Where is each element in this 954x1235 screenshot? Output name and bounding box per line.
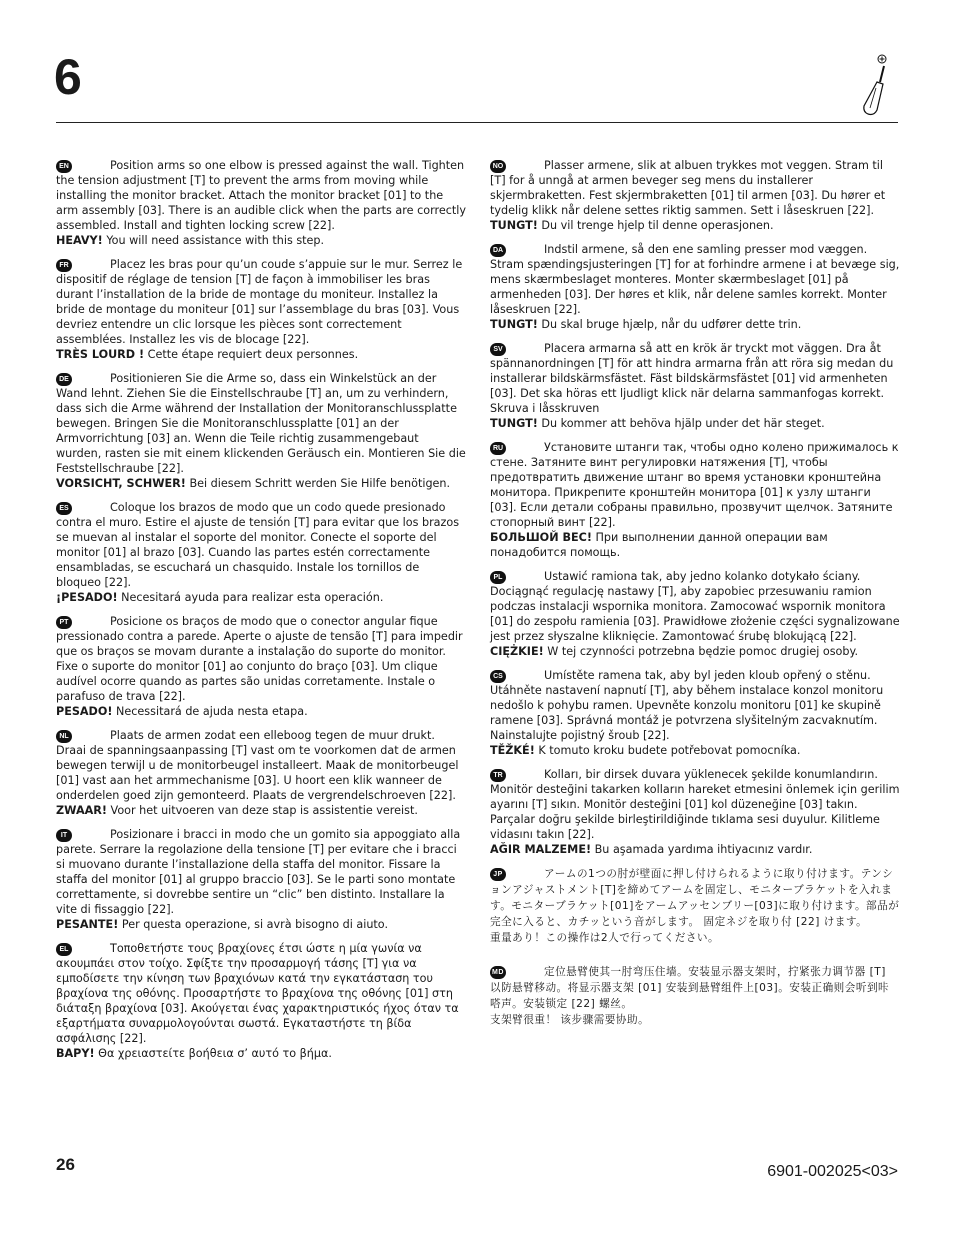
instruction-tr: TR Kolları, bir dirsek duvara yüklenecek şekilde konumlandırın. Monitör desteğini takarken kolların hareket etmesini önlemek için gerilim ayarını [T] sıkın. Monitör desteğini [01] kol düzeneğine [03] takın. Parçalar doğru şekilde birleştirildiğinde tıklama sesi duyulur. Kilitleme vidasını takın [22]. AĞIR MALZEME! Bu aşamada yardıma ihtiyacınız vardır. [490,768,900,856]
language-badge-de: DE [56,373,72,386]
instruction-el: EL Τοποθετήστε τους βραχίονες έτσι ώστε η μία γωνία να ακουμπάει στον τοίχο. Σφίξτε την προσαρμογή τάσης [T] για να εμποδίσετε την κίνηση των βραχιόνων κατά την εγκατάσταση του βραχίονα της οθόνης. Προσαρτήστε το βραχίονα της οθόνης [01] στη διάταξη βραχίονα [03]. Ακούγεται ένας χαρακτηριστικός ήχος όταν τα εξαρτήματα συναρμολογούνται σωστά. Εγκαταστήστε τη βίδα ασφάλισης [22]. ΒΑΡΥ! Θα χρειαστείτε βοήθεια σ’ αυτό το βήμα. [56,942,459,1060]
instruction-no: NO Plasser armene, slik at albuen trykkes mot veggen. Stram til [T] for å unngå at armen beveger seg mens du installerer skjermbraketten. Fest skjermbraketten [01] til armen [03]. Du hører et tydelig klikk når delene settes riktig sammen. Sett i låseskruen [22]. TUNGT! Du vil trenge hjelp til denne operasjonen. [490,159,886,232]
language-badge-cs: CS [490,670,506,683]
language-badge-en: EN [56,160,72,173]
screwdriver-icon [846,52,898,118]
instruction-fr: FR Placez les bras pour qu’un coude s’appuie sur le mur. Serrez le dispositif de réglage de tension [T] de façon à immobiliser les bras durant l’installation de la bride de montage du moniteur. Installez la bride de montage du moniteur [01] sur l’assemblage du bras [03]. Vous devriez entendre un clic lorsque les pièces sont correctement assemblées. Installez les vis de blocage [22]. TRÈS LOURD ! Cette étape requiert deux personnes. [56,258,463,361]
language-badge-sv: SV [490,343,506,356]
right-column [490,158,900,1037]
language-badge-it: IT [56,829,72,842]
language-badge-pt: PT [56,616,72,629]
instruction-ru: RU Установите штанги так, чтобы одно колено прижималось к стене. Затяните винт регулировки натяжения [T], чтобы предотвратить движение штанг во время установки кронштейна монитора. Прикрепите кронштейн монитора [01] к узлу штанги [03]. Если детали собраны правильно, прозвучит щелчок. Затяните стопорный винт [22]. БОЛЬШОЙ ВЕС! При выполнении данной операции вам понадобится помощь. [490,441,899,559]
instruction-es: ES Coloque los brazos de modo que un codo quede presionado contra el muro. Estire el ajuste de tensión [T] para evitar que los brazos se muevan al instalar el soporte del monitor. Conecte el soporte del monitor [01] al brazo [03]. Cuando las partes estén correctamente ensambladas, se escuchará un chasquido. Instale los tornillos de bloqueo [22]. ¡PESADO! Necesitará ayuda para realizar esta operación. [56,501,460,604]
language-badge-tr: TR [490,769,506,782]
instruction-md: MD 定位悬臂使其一肘弯压住墙。安装显示器支架时，拧紧张力调节器 [T] 以防悬臂移动。将显示器支架 [01] 安装到悬臂组件上[03]。安装正确则会听到咔嗒声。安装锁定 [22] 螺丝。 支架臂很重！ 该步骤需要协助。 [490,966,890,1026]
language-badge-md: MD [490,966,506,979]
language-badge-da: DA [490,244,506,257]
language-badge-no: NO [490,160,506,173]
instruction-cs: CS Umístěte ramena tak, aby byl jeden kloub opřený o stěnu. Utáhněte nastavení napnutí [T], aby během instalace konzol monitoru nedošlo k pohybu ramen. Upevněte konzolu monitoru [01] ke skupině ramene [03]. Správná montáž je potvrzena slyšitelným zacvaknutím. Nainstalujte pojistný šroub [22]. TĚŽKÉ! K tomuto kroku budete potřebovat pomocníka. [490,669,884,757]
instruction-jp: JP アームの1つの肘が壁面に押し付けられるように取り付けます。テンションアジャストメント[T]を締めてアームを固定し、モニターブラケットを入れます。モニターブラケット[01]をアームアッセンブリー[03]に取り付けます。部品が完全に入ると、カチッという音がします。 固定ネジを取り付 [22] けます。 重量あり！この操作は2人で行ってください。 [490,868,900,944]
instruction-it: IT Posizionare i bracci in modo che un gomito sia appoggiato alla parete. Serrare la regolazione della tensione [T] per evitare che i bracci si muovano durante l’installazione della staffa del monitor. Fissare la staffa del monitor [01] al gruppo braccio [03]. Se le parti sono montate correttamente, si dovrebbe sentire un “clic” ben distinto. Installare la vite di fissaggio [22]. PESANTE! Per questa operazione, si avrà bisogno di aiuto. [56,828,461,931]
language-badge-nl: NL [56,730,72,743]
instruction-da: DA Indstil armene, så den ene samling presser mod væggen. Stram spændingsjusteringen [T] for at forhindre armene i at bevæge sig, mens skærmbeslaget monteres. Monter skærmbeslaget [01] på armenheden [03]. Der høres et klik, når delene samles korrekt. Monter låseskruen [22]. TUNGT! Du skal bruge hjælp, når du udfører dette trin. [490,243,900,331]
instruction-sv: SV Placera armarna så att en krök är tryckt mot väggen. Dra åt spännanordningen [T] för att hindra armarna från att röra sig medan du installerar bildskärmsfästet. Fäst bildskärmsfästet [01] vid armenheten [03]. Det ska höras ett ljudligt klick när delarna sammanfogas korrekt. Skruva i låsskruven TUNGT! Du kommer att behöva hjälp under det här steget. [490,342,894,430]
instruction-en: EN Position arms so one elbow is pressed against the wall. Tighten the tension adjustment [T] to prevent the arms from moving while installing the monitor bracket. Attach the monitor bracket [01] to the arm assembly [03]. There is an audible click when the parts are correctly assembled. Install and tighten locking screw [22]. HEAVY! You will need assistance with this step. [56,159,466,247]
language-badge-ru: RU [490,442,506,455]
language-badge-pl: PL [490,571,506,584]
page-number: 26 [56,1155,75,1174]
instruction-pt: PT Posicione os braços de modo que o conector angular fique pressionado contra a parede. Aperte o ajuste de tensão [T] para impedir que os braços se movam durante a instalação do suporte do monitor. Fixe o suporte do monitor [01] ao conjunto do braço [03]. Um clique audível ocorre quando as partes são unidas corretamente. Instale o parafuso de trava [22]. PESADO! Necessitará de ajuda nesta etapa. [56,615,463,718]
language-badge-es: ES [56,502,72,515]
document-code: 6901-002025<03> [767,1163,898,1180]
language-badge-el: EL [56,943,72,956]
language-badge-fr: FR [56,259,72,272]
step-number: 6 [54,49,82,105]
instruction-nl: NL Plaats de armen zodat een elleboog tegen de muur drukt. Draai de spanningsaanpassing [T] vast om te voorkomen dat de armen bewegen terwijl u de monitorbeugel installeert. Maak de monitorbeugel [01] vast aan het armmechanisme [03]. U hoort een klik wanneer de onderdelen goed zijn gemonteerd. Plaats de vergrendelschroeven [22]. ZWAAR! Voor het uitvoeren van deze stap is assistentie vereist. [56,729,459,817]
instruction-pl: PL Ustawić ramiona tak, aby jedno kolanko dotykało ściany. Dociągnąć regulację nastawy [T], aby zapobiec przesuwaniu ramion podczas instalacji wspornika monitora. Zamocować wspornik monitora [01] do zespołu ramienia [03]. Prawidłowe złożenie części sygnalizowane jest przez słyszalne kliknięcie. Zamontować śrubę blokującą [22]. CIĘŻKIE! W tej czynności potrzebna będzie pomoc drugiej osoby. [490,570,900,658]
instruction-de: DE Positionieren Sie die Arme so, dass ein Winkelstück an der Wand lehnt. Ziehen Sie die Einstellschraube [T] an, um zu verhindern, dass sich die Arme während der Installation der Monitoranschlussplatte bewegen. Bringen Sie die Monitoranschlussplatte [01] an der Armvorrichtung [03] an. Wenn die Teile richtig zusammengebaut wurden, rasten sie mit einem klickenden Geräusch ein. Montieren Sie die Feststellschraube [22]. VORSICHT, SCHWER! Bei diesem Schritt werden Sie Hilfe benötigen. [56,372,466,490]
left-column [56,158,466,1070]
language-badge-jp: JP [490,868,506,881]
header-rule [56,122,898,123]
